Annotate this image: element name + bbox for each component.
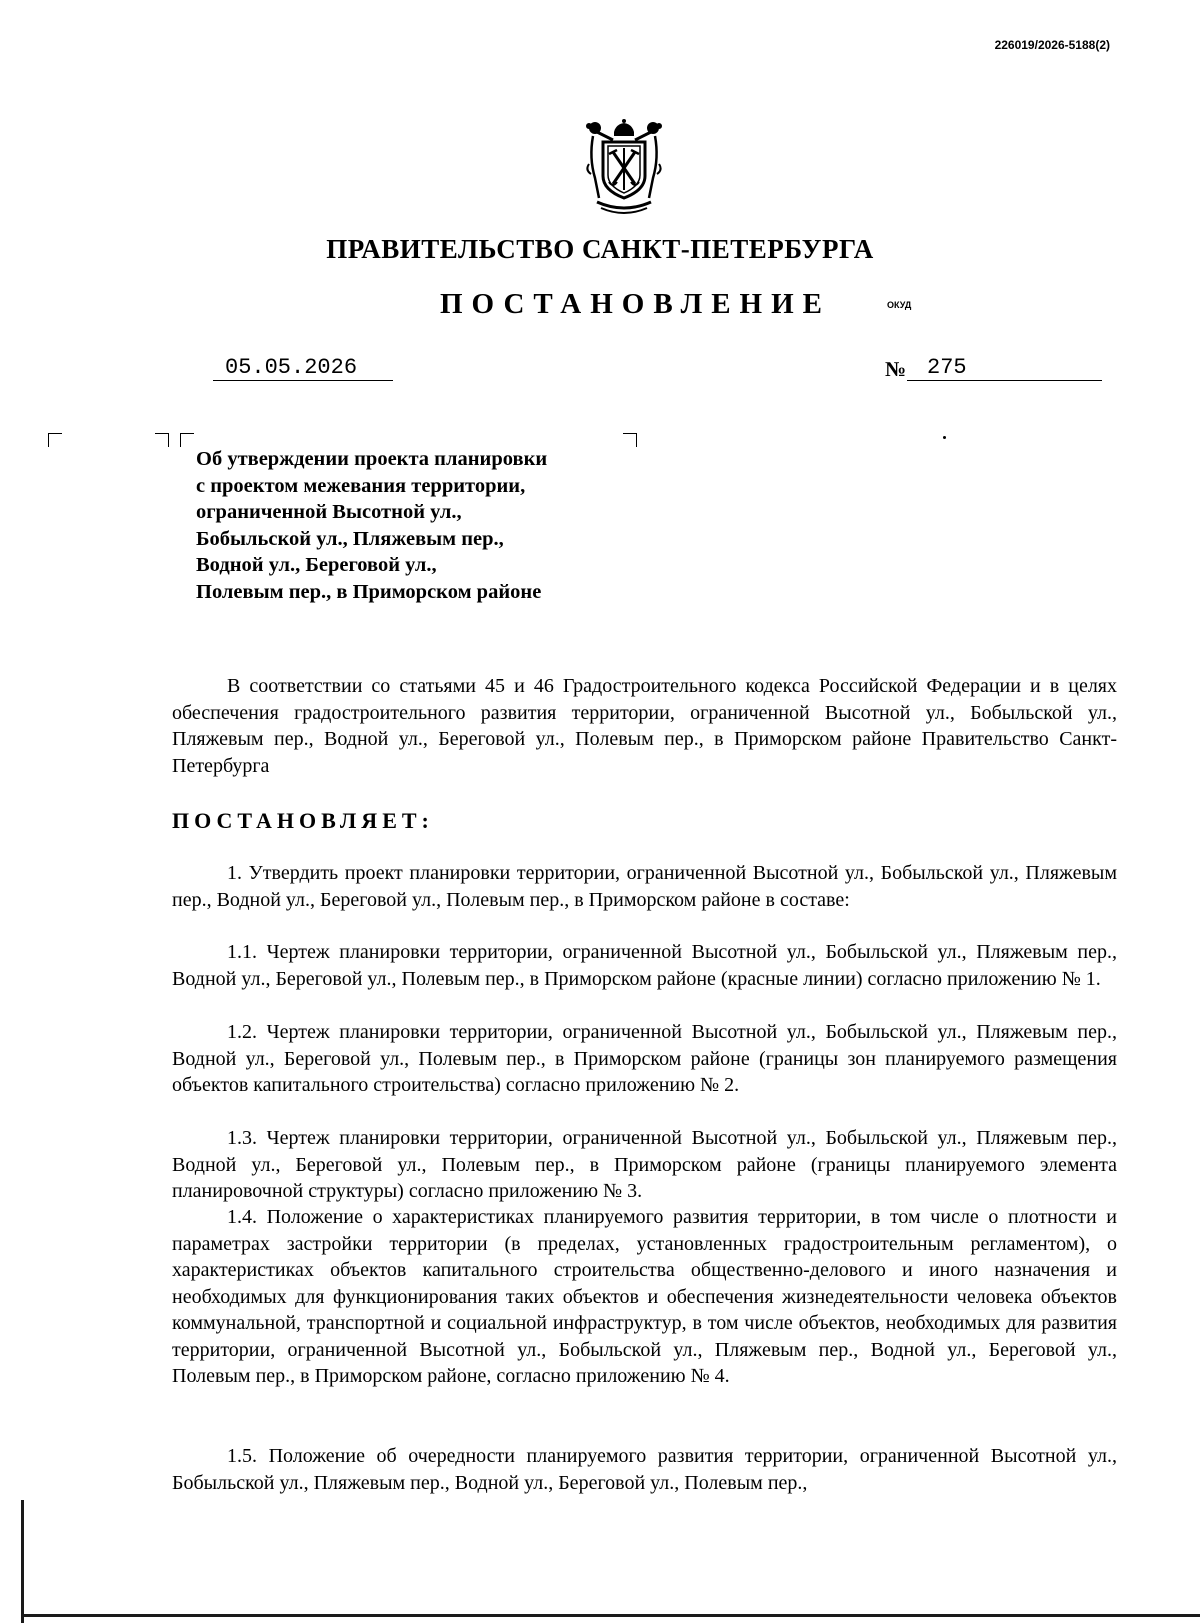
subject-line: Об утверждении проекта планировки: [196, 448, 548, 470]
document-number: 275: [907, 356, 1102, 381]
subject-block-corner-mark: [155, 433, 169, 447]
document-subject: [196, 446, 547, 605]
subject-block-corner-mark: [180, 433, 194, 447]
preamble-paragraph: В соответствии со статьями 45 и 46 Градостроительного кодекса Российской Федерации и в целях обеспечения градостроительного развития территории, ограниченной Высотной ул., Бобыльской ул., Пляжевым пер., Водной ул., Береговой ул., Полевым пер., в Приморском районе Правительство Санкт-Петербурга: [172, 675, 1117, 777]
subject-line: ограниченной Высотной ул.,: [196, 501, 462, 523]
document-registration-number: 226019/2026-5188(2): [994, 38, 1110, 52]
document-type-title: ПОСТАНОВЛЕНИЕ: [440, 288, 832, 320]
subject-block-corner-mark: [623, 433, 637, 447]
resolves-heading: ПОСТАНОВЛЯЕТ:: [172, 808, 434, 833]
subject-line: Полевым пер., в Приморском районе: [196, 580, 542, 603]
government-title: ПРАВИТЕЛЬСТВО САНКТ-ПЕТЕРБУРГА: [326, 234, 874, 264]
scan-edge-line: [21, 1500, 24, 1623]
item-1-2-paragraph: 1.2. Чертеж планировки территории, ограниченной Высотной ул., Бобыльской ул., Пляжевым пер., Водной ул., Береговой ул., Полевым пер., в Приморском районе (границы зон планируемого размещения объектов капитального строительства) согласно приложению № 2.: [172, 1021, 1117, 1096]
item-1-paragraph: 1. Утвердить проект планировки территории, ограниченной Высотной ул., Бобыльской ул., Пляжевым пер., Водной ул., Береговой ул., Полевым пер., в Приморском районе в составе:: [172, 862, 1117, 911]
saint-petersburg-coat-of-arms-icon: [583, 118, 665, 218]
item-1-4-paragraph: 1.4. Положение о характеристиках планируемого развития территории, в том числе о плотности и параметрах застройки территории (в пределах, установленных градостроительным регламентом), о характеристиках объектов капитального строительства общественно-делового и иного назначения и необходимых для функционирования таких объектов и обеспечения жизнедеятельности человека объектов коммунальной, транспортной и социальной инфраструктур, в том числе объектов, необходимых для развития территории, ограниченной Высотной ул., Бобыльской ул., Пляжевым пер., Водной ул., Береговой ул., Полевым пер., в Приморском районе, согласно приложению № 4.: [172, 1206, 1117, 1387]
left-margin-corner-mark: [48, 433, 62, 447]
okud-label: ОКУД: [887, 300, 912, 310]
subject-line: Водной ул., Береговой ул.,: [196, 554, 437, 576]
scan-dot-mark: [943, 436, 946, 439]
scan-edge-line: [24, 1614, 1200, 1617]
number-sign-label: №: [885, 357, 907, 381]
item-1-5-paragraph: 1.5. Положение об очередности планируемого развития территории, ограниченной Высотной ул., Бобыльской ул., Пляжевым пер., Водной ул., Береговой ул., Полевым пер.,: [172, 1445, 1117, 1494]
item-1-3-paragraph: 1.3. Чертеж планировки территории, ограниченной Высотной ул., Бобыльской ул., Пляжевым пер., Водной ул., Береговой ул., Полевым пер., в Приморском районе (границы планируемого элемента планировочной структуры) согласно приложению № 3.: [172, 1127, 1117, 1202]
subject-line: Бобыльской ул., Пляжевым пер.,: [196, 527, 504, 550]
item-1-1-paragraph: 1.1. Чертеж планировки территории, ограниченной Высотной ул., Бобыльской ул., Пляжевым пер., Водной ул., Береговой ул., Полевым пер., в Приморском районе (красные линии) согласно приложению № 1.: [172, 941, 1117, 990]
subject-line: с проектом межевания территории,: [196, 474, 526, 497]
document-date: 05.05.2026: [213, 356, 393, 381]
